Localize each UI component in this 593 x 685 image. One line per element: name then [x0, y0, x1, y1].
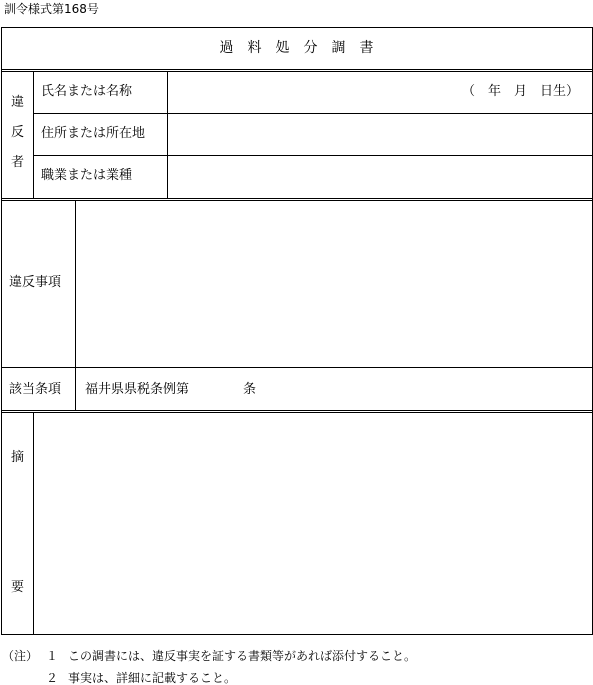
summary-field[interactable] — [34, 413, 592, 634]
notes-heading: （注） — [2, 649, 39, 663]
note-1-text: この調書には、違反事実を証する書類等があれば添付すること。 — [68, 649, 417, 663]
occupation-label: 職業または業種 — [41, 168, 133, 183]
violator-label-2: 反 — [11, 125, 25, 140]
note-2-text: 事実は、詳細に記載すること。 — [68, 671, 237, 685]
summary-label-bottom: 要 — [11, 580, 25, 595]
clause-label: 該当条項 — [9, 382, 62, 397]
occupation-field[interactable] — [168, 156, 592, 198]
note-1-number: １ — [46, 649, 59, 663]
birth-date-placeholder: （ 年 月 日生） — [462, 84, 580, 99]
violator-label-3: 者 — [11, 155, 25, 170]
form-title: 過 料 処 分 調 書 — [219, 40, 374, 56]
note-2-number: ２ — [46, 671, 59, 685]
address-field[interactable] — [168, 114, 592, 155]
clause-number-field[interactable] — [200, 370, 240, 408]
clause-prefix: 福井県県税条例第 — [85, 382, 190, 397]
summary-label-top: 摘 — [11, 450, 25, 465]
clause-suffix: 条 — [243, 382, 257, 397]
violator-label-1: 違 — [11, 95, 25, 110]
name-label: 氏名または名称 — [41, 84, 133, 99]
form-code: 訓令様式第168号 — [4, 2, 99, 16]
address-label: 住所または所在地 — [41, 126, 146, 141]
violation-label: 違反事項 — [9, 275, 62, 290]
violation-field[interactable] — [76, 201, 592, 367]
